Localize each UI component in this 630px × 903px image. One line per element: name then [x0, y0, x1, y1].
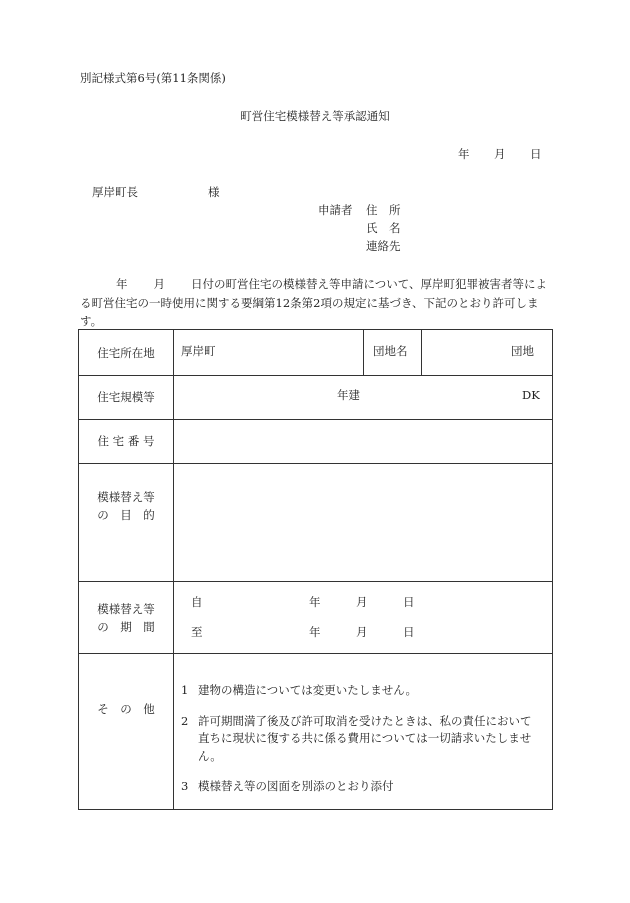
period-from-year: 年 [309, 595, 321, 609]
complex-suffix: 団地 [511, 344, 534, 358]
date-month-label: 月 [494, 147, 506, 161]
row-divider [79, 581, 552, 582]
cell-divider [363, 330, 364, 375]
details-table [78, 329, 553, 810]
date-year-label: 年 [458, 147, 470, 161]
location-label: 住宅所在地 [97, 346, 155, 360]
item-number: 2 [181, 713, 189, 728]
conditions-list [181, 682, 541, 809]
item-text: 模様替え等の図面を別添のとおり添付 [198, 779, 394, 793]
purpose-label-line2: の 目 的 [97, 508, 155, 522]
scale-label: 住宅規模等 [97, 390, 155, 404]
applicant-label: 申請者 [318, 203, 353, 217]
period-to-label: 至 [191, 625, 203, 639]
period-to-year: 年 [309, 625, 321, 639]
period-from-day: 日 [403, 595, 415, 609]
item-number: 1 [181, 683, 189, 697]
list-item [181, 713, 541, 766]
applicant-address-label: 住 所 [366, 203, 401, 217]
complex-name-label: 団地名 [373, 344, 408, 358]
document-title: 町営住宅模様替え等承認通知 [240, 109, 390, 123]
other-label: そ の 他 [97, 702, 155, 716]
row-divider [79, 653, 552, 654]
period-from-month: 月 [356, 595, 368, 609]
layout-suffix: DK [522, 388, 540, 402]
body-month: 月 [153, 277, 165, 291]
row-divider [79, 463, 552, 464]
date-day-label: 日 [530, 147, 542, 161]
body-paragraph [80, 275, 554, 331]
form-number: 別記様式第6号(第11条関係) [80, 71, 226, 85]
period-to-day: 日 [403, 625, 415, 639]
purpose-label-line1: 模様替え等 [97, 490, 155, 504]
honorific: 様 [208, 185, 220, 199]
row-divider [79, 419, 552, 420]
housing-number-label: 住 宅 番 号 [97, 434, 155, 448]
applicant-name-label: 氏 名 [366, 221, 401, 235]
item-text: 許可期間満了後及び許可取消を受けたときは、私の責任において直ちに現状に復する共に係る費用については一切請求いたしません。 [198, 713, 532, 763]
item-number: 3 [181, 779, 189, 793]
period-label-line1: 模様替え等 [97, 602, 155, 616]
item-text: 建物の構造については変更いたしません。 [198, 683, 417, 697]
body-year: 年 [116, 277, 128, 291]
list-item [181, 682, 541, 700]
built-year-suffix: 年建 [337, 388, 360, 402]
cell-divider [421, 330, 422, 375]
row-divider [79, 375, 552, 376]
applicant-contact-label: 連絡先 [366, 239, 401, 253]
label-column-divider [173, 330, 174, 809]
period-from-label: 自 [191, 595, 203, 609]
addressee: 厚岸町長 [92, 185, 138, 199]
period-to-month: 月 [356, 625, 368, 639]
list-item [181, 778, 541, 796]
location-value: 厚岸町 [181, 344, 216, 358]
body-text: 日付の町営住宅の模様替え等申請について、厚岸町犯罪被害者等による町営住宅の一時使用に関する要綱第12条第2項の規定に基づき、下記のとおり許可します。 [80, 277, 548, 328]
period-label-line2: の 期 間 [97, 620, 155, 634]
